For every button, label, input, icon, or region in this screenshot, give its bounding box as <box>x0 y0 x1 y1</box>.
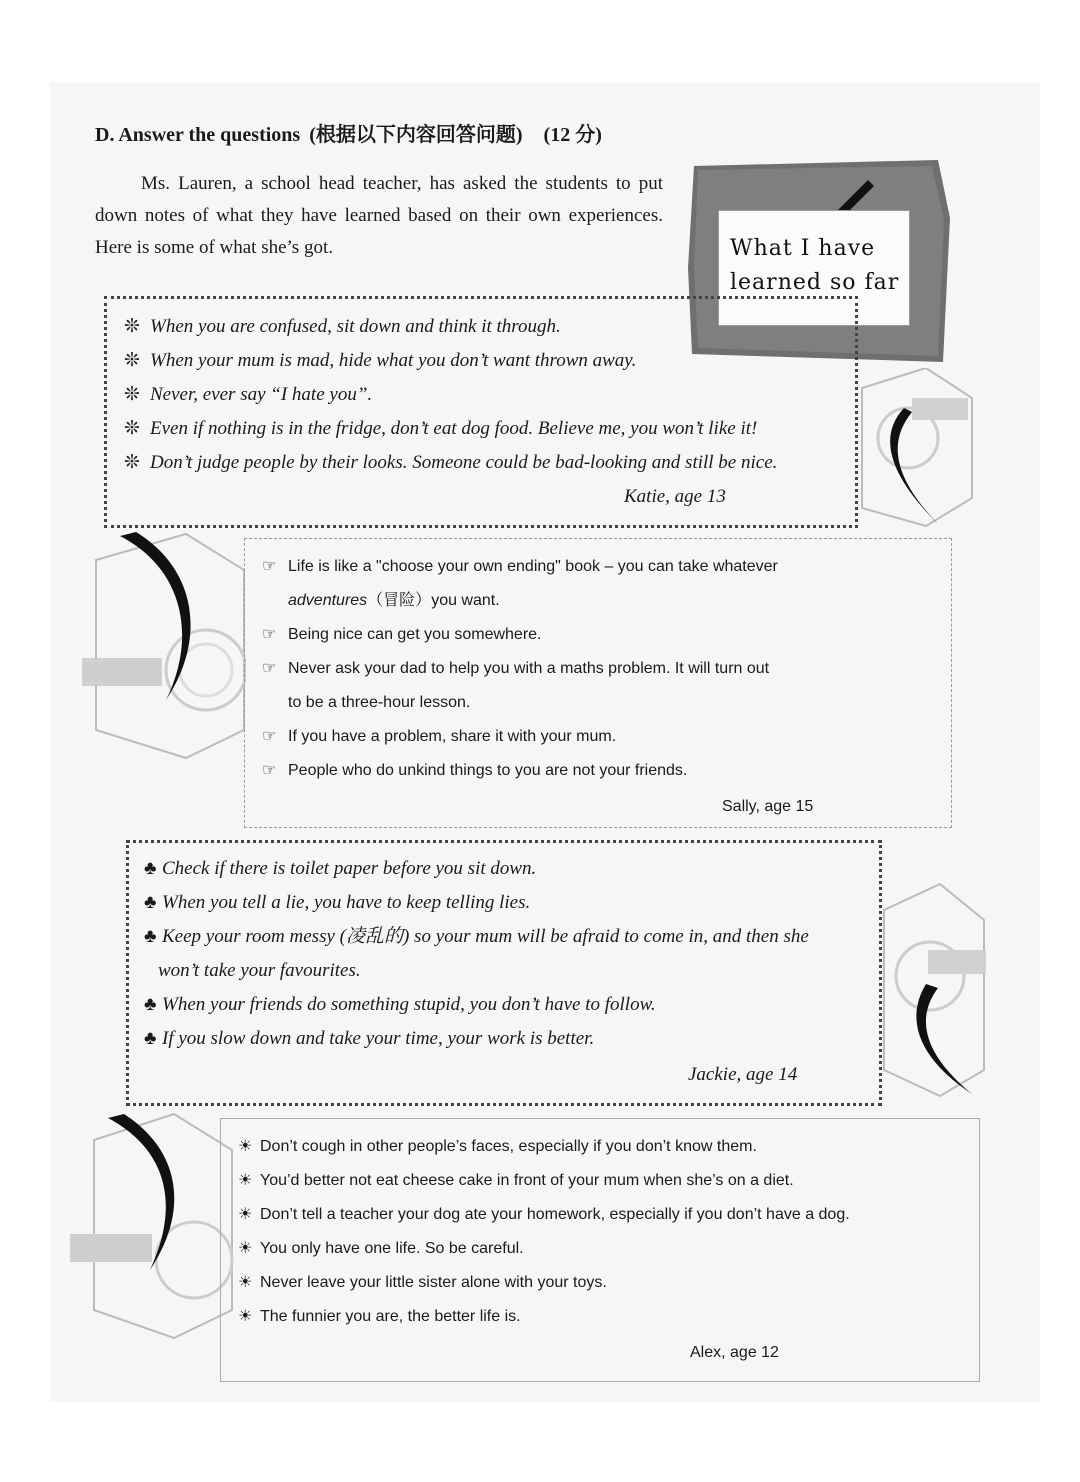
list-item: ☀ You’d better not eat cheese cake in front of your mum when she’s on a diet. <box>238 1164 850 1198</box>
list-item: ☀ Don’t tell a teacher your dog ate your homework, especially if you don’t have a dog. <box>238 1198 850 1232</box>
list-item: ♣ Keep your room messy (凌乱的) so your mum will be afraid to come in, and then she <box>144 920 809 954</box>
note-line-1: What I have <box>730 236 876 261</box>
section-heading <box>95 118 606 147</box>
list-item: ♣ When your friends do something stupid, you don’t have to follow. <box>144 988 809 1022</box>
list-item: ☞ People who do unkind things to you are not your friends. <box>262 754 778 788</box>
snowflake-icon: ❊ <box>124 418 140 439</box>
sun-icon: ☀ <box>238 1206 253 1223</box>
list-item: ☞ If you have a problem, share it with your mum. <box>262 720 778 754</box>
sun-icon: ☀ <box>238 1138 253 1155</box>
section-title-chinese: (根据以下内容回答问题) <box>309 124 523 146</box>
list-item: ❊ Never, ever say “I hate you”. <box>124 378 777 412</box>
club-icon: ♣ <box>144 892 157 913</box>
section-title: D. Answer the questions <box>95 124 301 146</box>
ribbon-tag-decoration <box>64 1110 234 1340</box>
snowflake-icon: ❊ <box>124 316 140 337</box>
list-item: ♣ If you slow down and take your time, your work is better. <box>144 1022 809 1056</box>
jackie-list <box>144 852 809 1056</box>
katie-signature: Katie, age 13 <box>624 486 726 507</box>
alex-signature: Alex, age 12 <box>690 1344 779 1361</box>
list-item: ☞ Being nice can get you somewhere. <box>262 618 778 652</box>
snowflake-icon: ❊ <box>124 452 140 473</box>
alex-list <box>238 1130 850 1334</box>
club-icon: ♣ <box>144 1028 157 1049</box>
section-points: (12 分) <box>543 124 602 146</box>
list-item: ❊ When your mum is mad, hide what you don’t want thrown away. <box>124 344 777 378</box>
list-item: ♣ When you tell a lie, you have to keep telling lies. <box>144 886 809 920</box>
katie-list <box>124 310 777 480</box>
pointing-hand-icon: ☞ <box>262 660 277 677</box>
club-icon: ♣ <box>144 926 157 947</box>
list-item: ❊ When you are confused, sit down and think it through. <box>124 310 777 344</box>
note-line-2: learned so far <box>730 270 900 295</box>
sun-icon: ☀ <box>238 1274 253 1291</box>
snowflake-icon: ❊ <box>124 384 140 405</box>
pointing-hand-icon: ☞ <box>262 558 277 575</box>
club-icon: ♣ <box>144 858 157 879</box>
intro-paragraph: Ms. Lauren, a school head teacher, has asked the students to put down notes of what they have learned based on their own experiences. Here is some of what she’s got. <box>95 173 663 258</box>
list-item: ☀ The funnier you are, the better life is. <box>238 1300 850 1334</box>
list-item-continuation: adventures（冒险）you want. <box>288 592 500 609</box>
club-icon: ♣ <box>144 994 157 1015</box>
list-item: ❊ Even if nothing is in the fridge, don’t eat dog food. Believe me, you won’t like it! <box>124 412 777 446</box>
sun-icon: ☀ <box>238 1308 253 1325</box>
list-item: ❊ Don’t judge people by their looks. Someone could be bad-looking and still be nice. <box>124 446 777 480</box>
ribbon-tag-decoration <box>880 880 990 1100</box>
list-item: ☞ Life is like a "choose your own ending" book – you can take whatever <box>262 550 778 584</box>
list-item: ☀ Don’t cough in other people’s faces, especially if you don’t know them. <box>238 1130 850 1164</box>
pointing-hand-icon: ☞ <box>262 626 277 643</box>
list-item-continuation: to be a three-hour lesson. <box>288 694 471 711</box>
sun-icon: ☀ <box>238 1172 253 1189</box>
list-item: ♣ Check if there is toilet paper before you sit down. <box>144 852 809 886</box>
pointing-hand-icon: ☞ <box>262 728 277 745</box>
pointing-hand-icon: ☞ <box>262 762 277 779</box>
list-item: ☀ You only have one life. So be careful. <box>238 1232 850 1266</box>
sally-list <box>262 550 778 788</box>
list-item: ☀ Never leave your little sister alone with your toys. <box>238 1266 850 1300</box>
list-item: ☞ Never ask your dad to help you with a maths problem. It will turn out <box>262 652 778 686</box>
sun-icon: ☀ <box>238 1240 253 1257</box>
ribbon-tag-decoration <box>856 368 976 528</box>
sally-signature: Sally, age 15 <box>722 798 814 815</box>
snowflake-icon: ❊ <box>124 350 140 371</box>
jackie-signature: Jackie, age 14 <box>688 1064 798 1085</box>
list-item-continuation: won’t take your favourites. <box>158 960 361 981</box>
ribbon-tag-decoration <box>76 530 246 760</box>
